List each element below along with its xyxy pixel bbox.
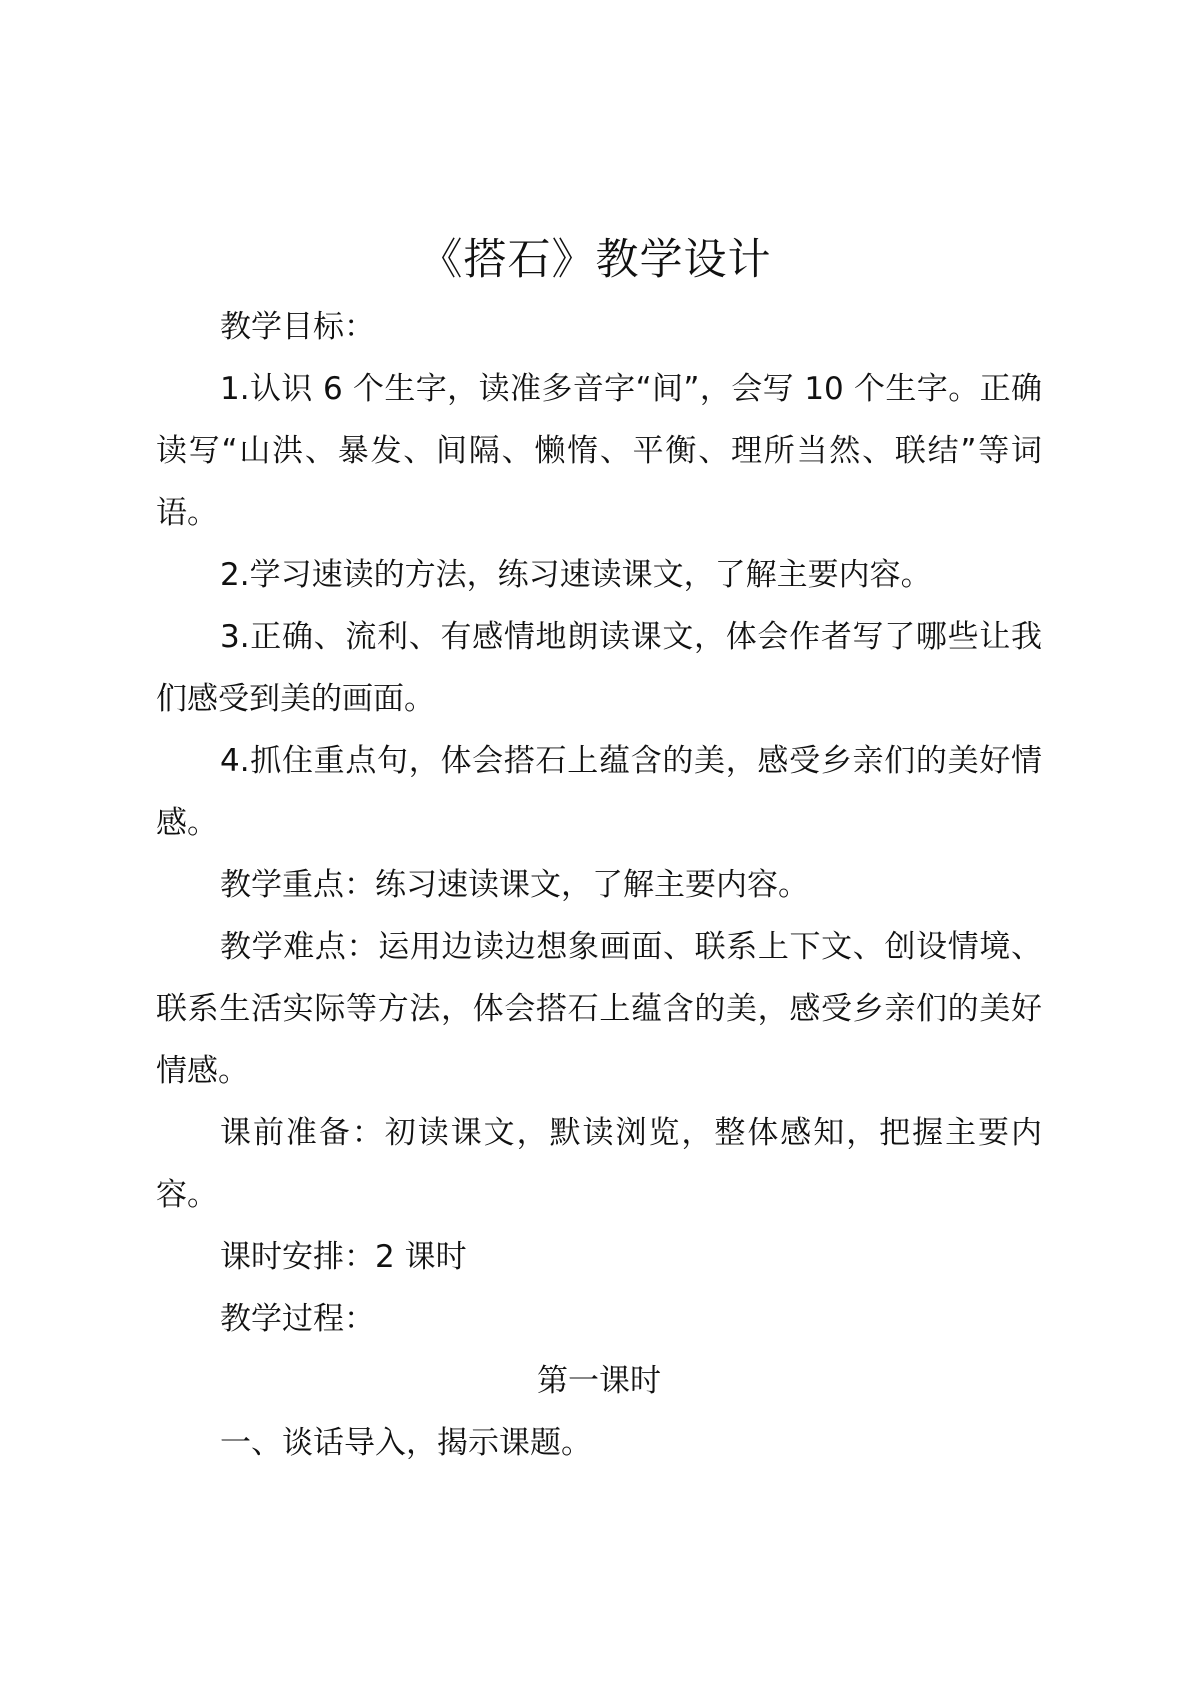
section-heading-objectives: 教学目标： <box>220 309 375 345</box>
process-step-1: 一、谈话导入，揭示课题。 <box>220 1425 592 1461</box>
lesson-heading: 第一课时 <box>537 1363 661 1399</box>
preparation: 课前准备：初读课文，默读浏览，整体感知，把握主要内容。 <box>156 1115 1042 1213</box>
objective-item-3: 3.正确、流利、有感情地朗读课文，体会作者写了哪些让我们感受到美的画面。 <box>156 619 1042 717</box>
objective-item-4: 4.抓住重点句，体会搭石上蕴含的美，感受乡亲们的美好情感。 <box>156 743 1042 841</box>
document-title: 《搭石》教学设计 <box>419 235 772 285</box>
objective-item-2: 2.学习速读的方法，练习速读课文，了解主要内容。 <box>220 557 932 593</box>
document-body <box>156 296 1042 1474</box>
teaching-focus: 教学重点：练习速读课文，了解主要内容。 <box>220 867 809 903</box>
schedule: 课时安排：2 课时 <box>220 1239 467 1275</box>
section-heading-process: 教学过程： <box>220 1301 375 1337</box>
objective-item-1: 1.认识 6 个生字，读准多音字“间”，会写 10 个生字。正确读写“山洪、暴发、间隔、懒惰、平衡、理所当然、联结”等词语。 <box>156 371 1042 531</box>
teaching-difficulty: 教学难点：运用边读边想象画面、联系上下文、创设情境、联系生活实际等方法，体会搭石上蕴含的美，感受乡亲们的美好情感。 <box>156 929 1042 1089</box>
